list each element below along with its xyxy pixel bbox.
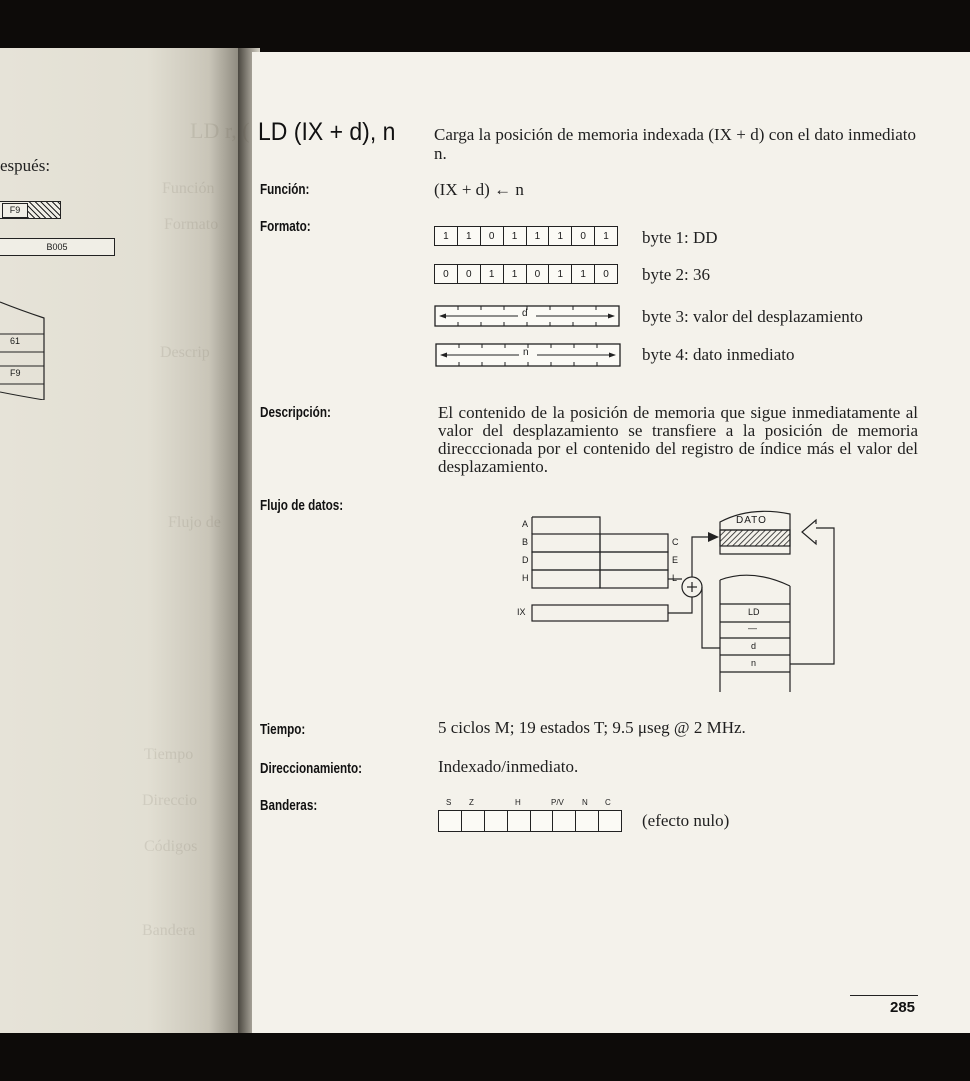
byte-4-field-label: n xyxy=(523,347,529,358)
instruction-summary: Carga la posición de memoria indexada (IX + d) con el dato inmediato n. xyxy=(434,125,916,163)
ghost-label: Descrip xyxy=(160,344,210,361)
label-tiempo: Tiempo: xyxy=(260,721,306,738)
byte-3-field-label: d xyxy=(522,308,528,319)
bit-cell: 0 xyxy=(435,265,458,283)
bit-cell: 1 xyxy=(481,265,504,283)
flag-n: N xyxy=(582,798,588,807)
memory-item-n: n xyxy=(751,658,757,668)
left-hatched-area xyxy=(28,202,60,218)
flag-h: H xyxy=(515,798,521,807)
register-label-h: H xyxy=(522,573,529,583)
flag-cell xyxy=(462,811,485,831)
label-formato: Formato: xyxy=(260,218,311,235)
byte-1-bit-box xyxy=(434,226,618,246)
bit-cell: 0 xyxy=(572,227,595,245)
memory-item-d: d xyxy=(751,641,757,651)
left-pair-register: B005 xyxy=(0,238,115,256)
register-label-b: B xyxy=(522,537,529,547)
show-through-text xyxy=(142,52,260,1033)
register-label-ix: IX xyxy=(517,607,526,617)
bit-cell: 1 xyxy=(549,265,572,283)
label-funcion: Función: xyxy=(260,181,310,198)
ghost-label: Códigos xyxy=(144,838,198,855)
ghost-label: Flujo de xyxy=(168,514,221,531)
flag-cells xyxy=(438,810,622,832)
bit-cell: 1 xyxy=(572,265,595,283)
ghost-label: Formato xyxy=(164,216,219,233)
byte-2-description: byte 2: 36 xyxy=(642,265,710,284)
byte-4-description: byte 4: dato inmediato xyxy=(642,345,795,364)
memory-item-dash: — xyxy=(748,623,757,633)
memory-dato-label: DATO xyxy=(736,515,767,526)
byte-2-bit-box xyxy=(434,264,618,284)
flag-cell xyxy=(553,811,576,831)
register-label-a: A xyxy=(522,519,529,529)
left-memory-value-2: F9 xyxy=(10,368,21,378)
flag-z: Z xyxy=(469,798,474,807)
flag-cell xyxy=(599,811,621,831)
data-flow-diagram xyxy=(512,500,838,696)
ghost-label: Función xyxy=(162,180,215,197)
bit-cell: 1 xyxy=(603,230,609,242)
bit-cell: 1 xyxy=(504,265,527,283)
direccionamiento-text: Indexado/inmediato. xyxy=(438,757,579,776)
bit-cell: 0 xyxy=(603,268,609,280)
tiempo-text: 5 ciclos M; 19 estados T; 9.5 μseg @ 2 MHz. xyxy=(438,718,746,737)
bit-cell: 0 xyxy=(458,265,481,283)
left-register-box xyxy=(0,201,61,219)
flag-cell xyxy=(531,811,554,831)
flag-s: S xyxy=(446,798,452,807)
bit-cell: 0 xyxy=(481,227,504,245)
bit-cell: 1 xyxy=(504,227,527,245)
register-label-e: E xyxy=(672,555,679,565)
flag-pv: P/V xyxy=(551,798,564,807)
bit-cell: 1 xyxy=(527,227,550,245)
byte-1-description: byte 1: DD xyxy=(642,228,718,247)
ghost-label: LD r, ( xyxy=(190,118,250,143)
register-label-c: C xyxy=(672,537,679,547)
instruction-title: LD (IX + d), n xyxy=(258,118,396,146)
flag-cell xyxy=(485,811,508,831)
bit-cell: 1 xyxy=(549,227,572,245)
left-register-value: F9 xyxy=(2,203,28,218)
bit-cell: 0 xyxy=(527,265,550,283)
ghost-label: Direccio xyxy=(142,792,198,809)
left-memory-value-1: 61 xyxy=(10,336,21,346)
flag-cell xyxy=(439,811,462,831)
page-number-rule xyxy=(850,995,918,996)
label-flujo-de-datos: Flujo de datos: xyxy=(260,497,344,514)
label-descripcion: Descripción: xyxy=(260,404,331,421)
flags-note: (efecto nulo) xyxy=(642,811,730,830)
register-label-l: L xyxy=(672,573,678,583)
left-page-fragment-text: espués: xyxy=(0,156,51,175)
ghost-label: Tiempo xyxy=(144,746,194,763)
descripcion-text: El contenido de la posición de memoria que sigue inmediatamente al valor del desplazamiento se transfiere a la posición de memoria direcccionada por el contenido del registro de índice más el valor del desplazamiento. xyxy=(438,403,918,476)
flag-letters xyxy=(438,798,624,810)
ghost-label: Bandera xyxy=(142,922,196,939)
page-number: 285 xyxy=(890,999,916,1016)
memory-item-ld: LD xyxy=(748,607,760,617)
byte-3-description: byte 3: valor del desplazamiento xyxy=(642,307,863,326)
label-direccionamiento: Direccionamiento: xyxy=(260,760,363,777)
flag-cell xyxy=(508,811,531,831)
bit-cell: 1 xyxy=(458,227,481,245)
flag-cell xyxy=(576,811,599,831)
byte-4-field-box xyxy=(435,343,621,367)
byte-3-field-box xyxy=(434,305,620,327)
funcion-expression: (IX + d) ← n xyxy=(434,180,524,199)
register-label-d: D xyxy=(522,555,529,565)
label-banderas: Banderas: xyxy=(260,797,318,814)
flags-register xyxy=(438,798,624,834)
left-memory-block xyxy=(0,300,46,400)
flag-c: C xyxy=(605,798,611,807)
bit-cell: 1 xyxy=(435,227,458,245)
